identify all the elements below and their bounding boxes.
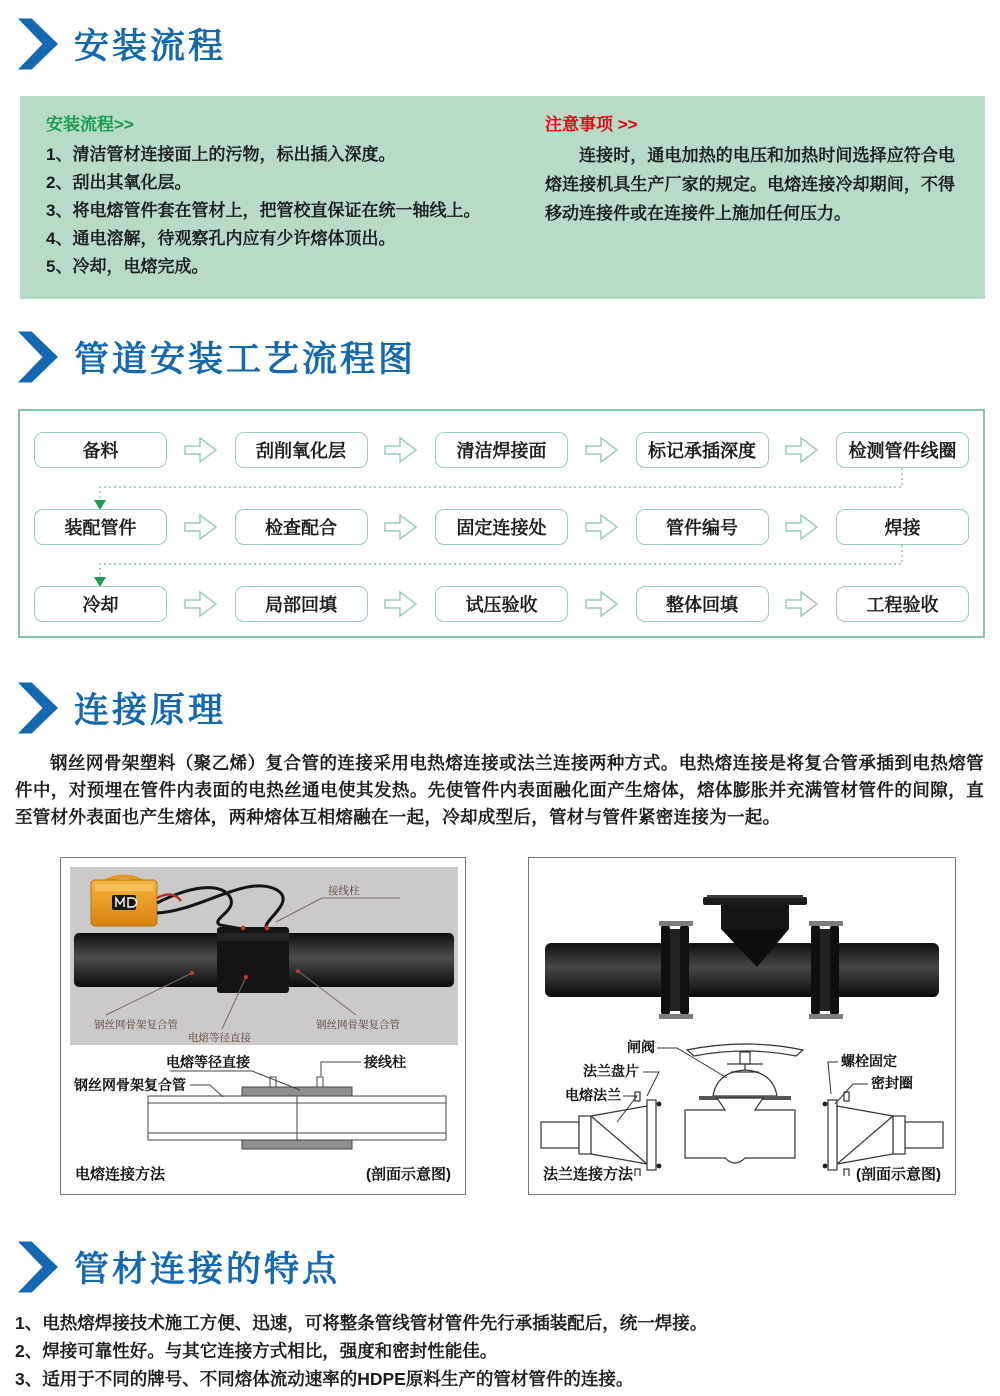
label-ef-flange: 电熔法兰 [565, 1087, 621, 1103]
section-header-flowchart [0, 329, 1000, 385]
terminal-post [317, 1077, 323, 1087]
flow-arrow-right-icon [784, 589, 820, 619]
flow-step [836, 432, 969, 468]
label-terminal: 接线柱 [364, 1054, 406, 1070]
caption-section-view: (剖面示意图) [856, 1166, 941, 1183]
chevron-icon [18, 329, 58, 385]
flange-photo [535, 865, 949, 1033]
electrofusion-schematic [70, 1050, 458, 1172]
flow-step [235, 432, 368, 468]
flow-arrow-right-icon [784, 435, 820, 465]
flow-arrow-right-icon [584, 435, 620, 465]
install-step: 4、通电溶解，待观察孔内应有少许熔体顶出。 [46, 229, 396, 248]
label-bolt: 螺栓固定 [841, 1053, 897, 1069]
flow-step [435, 509, 568, 545]
label-valve: 闸阀 [627, 1039, 655, 1055]
flow-step [34, 432, 167, 468]
electrofusion-diagram-box [60, 857, 466, 1195]
flow-step-label: 冷却 [82, 595, 119, 615]
caption-method: 法兰连接方法 [543, 1166, 634, 1183]
install-step: 3、将电熔管件套在管材上，把管校直保证在统一轴线上。 [46, 201, 481, 220]
caption-method: 电熔连接方法 [75, 1166, 166, 1183]
flow-step-label: 装配管件 [64, 518, 137, 538]
flow-arrow-right-icon [183, 435, 219, 465]
diagram-row [60, 857, 1000, 1195]
process-flowchart [18, 409, 985, 638]
label-coupling: 电熔等径直接 [188, 1032, 251, 1044]
flange-diagram-box [528, 857, 956, 1195]
flow-step [435, 432, 568, 468]
electrofusion-photo [70, 867, 458, 1045]
valve-bonnet [713, 1070, 777, 1096]
flow-step [235, 586, 368, 622]
flow-step [636, 432, 769, 468]
flow-step-label: 检查配合 [265, 518, 337, 538]
notes-column [540, 110, 985, 281]
flow-step-label: 检测管件线圈 [848, 441, 957, 461]
flow-arrow-right-icon [383, 589, 419, 619]
flange-plate [828, 1100, 837, 1170]
flow-row-2 [34, 509, 969, 545]
install-steps-column [20, 110, 540, 281]
install-step: 2、刮出其氧化层。 [46, 173, 192, 192]
flow-step-label: 试压验收 [465, 595, 538, 615]
label-pipe: 钢丝网骨架复合管 [74, 1077, 186, 1093]
chevron-icon [18, 16, 58, 72]
feature-item: 2、焊接可靠性好。与其它连接方式相比，强度和密封性能佳。 [15, 1341, 498, 1361]
install-steps-title: 安装流程>> [46, 115, 134, 134]
flange-joint [809, 921, 843, 1019]
flange-joint [659, 921, 693, 1019]
section-header-principle [0, 680, 1000, 736]
flow-arrow-right-icon [784, 512, 820, 542]
install-step: 1、清洁管材连接面上的污物，标出插入深度。 [46, 145, 396, 164]
flow-step-label: 局部回填 [265, 595, 337, 615]
chevron-icon [18, 1239, 58, 1295]
feature-item: 3、适用于不同的牌号、不同熔体流动速率的HDPE原料生产的管材管件的连接。 [15, 1369, 634, 1389]
flow-arrow-right-icon [584, 512, 620, 542]
feature-item: 1、电热熔焊接技术施工方便、迅速，可将整条管线管材管件先行承插装配后，统一焊接。 [15, 1313, 708, 1333]
page-title: 安装流程 [74, 27, 227, 66]
flow-arrow-right-icon [183, 589, 219, 619]
flow-row-1 [34, 432, 969, 468]
install-step: 5、冷却，电熔完成。 [46, 257, 209, 276]
flow-step [836, 586, 969, 622]
section-title: 连接原理 [74, 691, 227, 730]
notes-body: 连接时，通电加热的电压和加热时间选择应符合电熔连接机具生产厂家的规定。电熔连接冷却期间，不得移动连接件或在连接件上施加任何压力。 [545, 146, 955, 223]
features-list [15, 1309, 1000, 1393]
flow-arrow-right-icon [183, 512, 219, 542]
label-seal: 密封圈 [871, 1075, 913, 1091]
flow-step [235, 509, 368, 545]
flange-schematic [535, 1038, 949, 1176]
section-header-install [0, 0, 1000, 72]
coupling-bottom [242, 1140, 352, 1149]
flow-step-label: 刮削氧化层 [256, 441, 346, 461]
section-header-features [0, 1239, 1000, 1295]
flow-step [636, 586, 769, 622]
chevron-icon [18, 680, 58, 736]
install-info-box [20, 96, 985, 299]
flow-step-label: 标记承插深度 [648, 441, 756, 461]
flow-step [34, 586, 167, 622]
valve-body [685, 1098, 795, 1163]
flow-step-label: 焊接 [884, 518, 921, 538]
flow-step-label: 整体回填 [666, 595, 738, 615]
section-title: 管道安装工艺流程图 [74, 340, 417, 379]
flow-arrow-right-icon [383, 435, 419, 465]
notes-title: 注意事项 >> [545, 115, 638, 134]
flow-step [435, 586, 568, 622]
flow-step-label: 清洁焊接面 [456, 441, 547, 461]
flow-row-3 [34, 586, 969, 622]
label-pipe-right: 钢丝网骨架复合管 [316, 1019, 400, 1031]
flow-step-label: 管件编号 [666, 518, 738, 538]
flow-arrow-right-icon [383, 512, 419, 542]
flow-step [34, 509, 167, 545]
flow-arrow-right-icon [584, 589, 620, 619]
flow-step [636, 509, 769, 545]
label-flange-disc: 法兰盘片 [583, 1063, 639, 1079]
flow-step-label: 固定连接处 [456, 518, 547, 538]
flow-step-label: 备料 [82, 441, 119, 461]
label-terminal: 接线柱 [328, 885, 360, 897]
section-title: 管材连接的特点 [74, 1250, 341, 1289]
caption-section-view: (剖面示意图) [366, 1166, 451, 1183]
flow-step [836, 509, 969, 545]
label-coupling: 电熔等径直接 [166, 1054, 250, 1070]
label-pipe-left: 钢丝网骨架复合管 [94, 1019, 178, 1031]
flow-step-label: 工程验收 [866, 595, 939, 615]
electrofusion-machine [91, 877, 157, 927]
principle-paragraph: 钢丝网骨架塑料（聚乙烯）复合管的连接采用电热熔连接或法兰连接两种方式。电热熔连接是将复合管承插到电热熔管件中，对预埋在管件内表面的电热丝通电使其发热。先使管件内表面融化面产生熔体，熔体膨胀并充满管材管件的间隙，直至管材外表面也产生熔体，两种熔体互相熔融在一起，冷却成型后，管材与管件紧密连接为一起。 [15, 753, 984, 827]
flange-plate [647, 1100, 656, 1170]
